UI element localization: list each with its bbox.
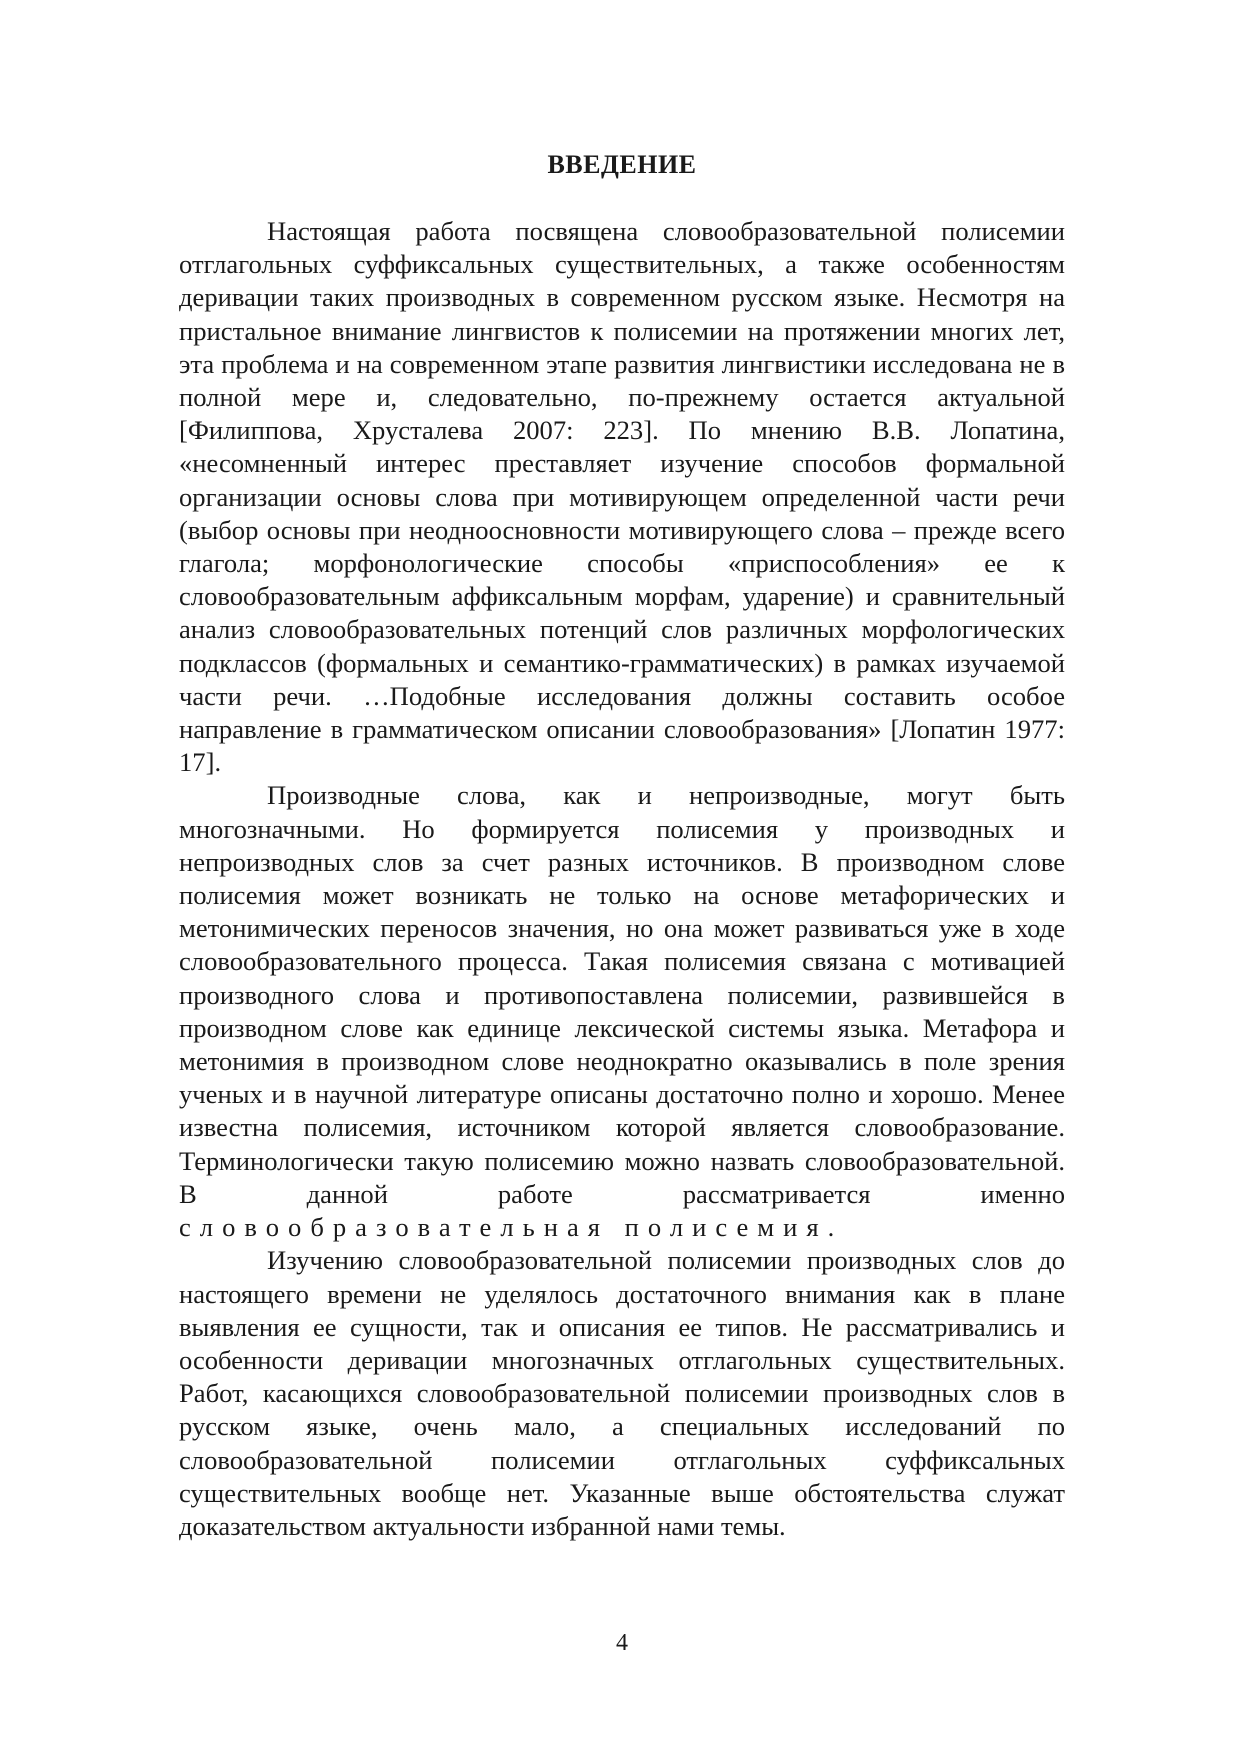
emphasized-term: словообразовательная полисемия. [179, 1212, 844, 1243]
paragraph-1-text: Настоящая работа посвящена словообразовательной полисемии отглагольных суффиксальных существительных, а также особенностям деривации таких производных в современном русском языке. Несмотря на пристальное внимание лингвистов к полисемии на протяжении многих лет, эта проблема и на современном этапе развития лингвистики исследована не в полной мере и, следовательно, по-прежнему остается актуальной [Филиппова, Хрусталева 2007: 223]. По мнению В.В. Лопатина, «несомненный интерес преставляет изучение способов формальной организации основы слова при мотивирующем определенной части речи (выбор основы при неодноосновности мотивирующего слова – прежде всего глагола; морфонологические способы «приспособления» ее к словообразовательным аффиксальным морфам, ударение) и сравнительный анализ словообразовательных потенций слов различных морфологических подклассов (формальных и семантико-грамматических) в рамках изучаемой части речи. …Подобные исследования должны составить особое направление в грамматическом описании словообразования» [Лопатин 1977: 17]. [179, 216, 1065, 778]
paragraph-3 [179, 1244, 1065, 1543]
paragraph-1 [179, 215, 1065, 779]
paragraph-3-text: Изучению словообразовательной полисемии производных слов до настоящего времени не уделялось достаточного внимания как в плане выявления ее сущности, так и описания ее типов. Не рассматривались и особенности деривации многозначных отглагольных существительных. Работ, касающихся словообразовательной полисемии производных слов в русском языке, очень мало, а специальных исследований по словообразовательной полисемии отглагольных суффиксальных существительных вообще нет. Указанные выше обстоятельства служат доказательством актуальности избранной нами темы. [179, 1245, 1065, 1541]
document-page [179, 0, 1065, 1755]
paragraph-2-text: Производные слова, как и непроизводные, могут быть многозначными. Но формируется полисемия у производных и непроизводных слов за счет разных источников. В производном слове полисемия может возникать не только на основе метафорических и метонимических переносов значения, но она может развиваться уже в ходе словообразовательного процесса. Такая полисемия связана с мотивацией производного слова и противопоставлена полисемии, развившейся в производном слове как единице лексической системы языка. Метафора и метонимия в производном слове неоднократно оказывались в поле зрения ученых и в научной литературе описаны достаточно полно и хорошо. Менее известна полисемия, источником которой является словообразование. Терминологически такую полисемию можно назвать словообразовательной. В данной работе рассматривается именно [179, 780, 1065, 1209]
body-text [179, 215, 1065, 1543]
page-number: 4 [616, 1630, 628, 1656]
page-heading: ВВЕДЕНИЕ [547, 150, 697, 179]
paragraph-2 [179, 779, 1065, 1244]
